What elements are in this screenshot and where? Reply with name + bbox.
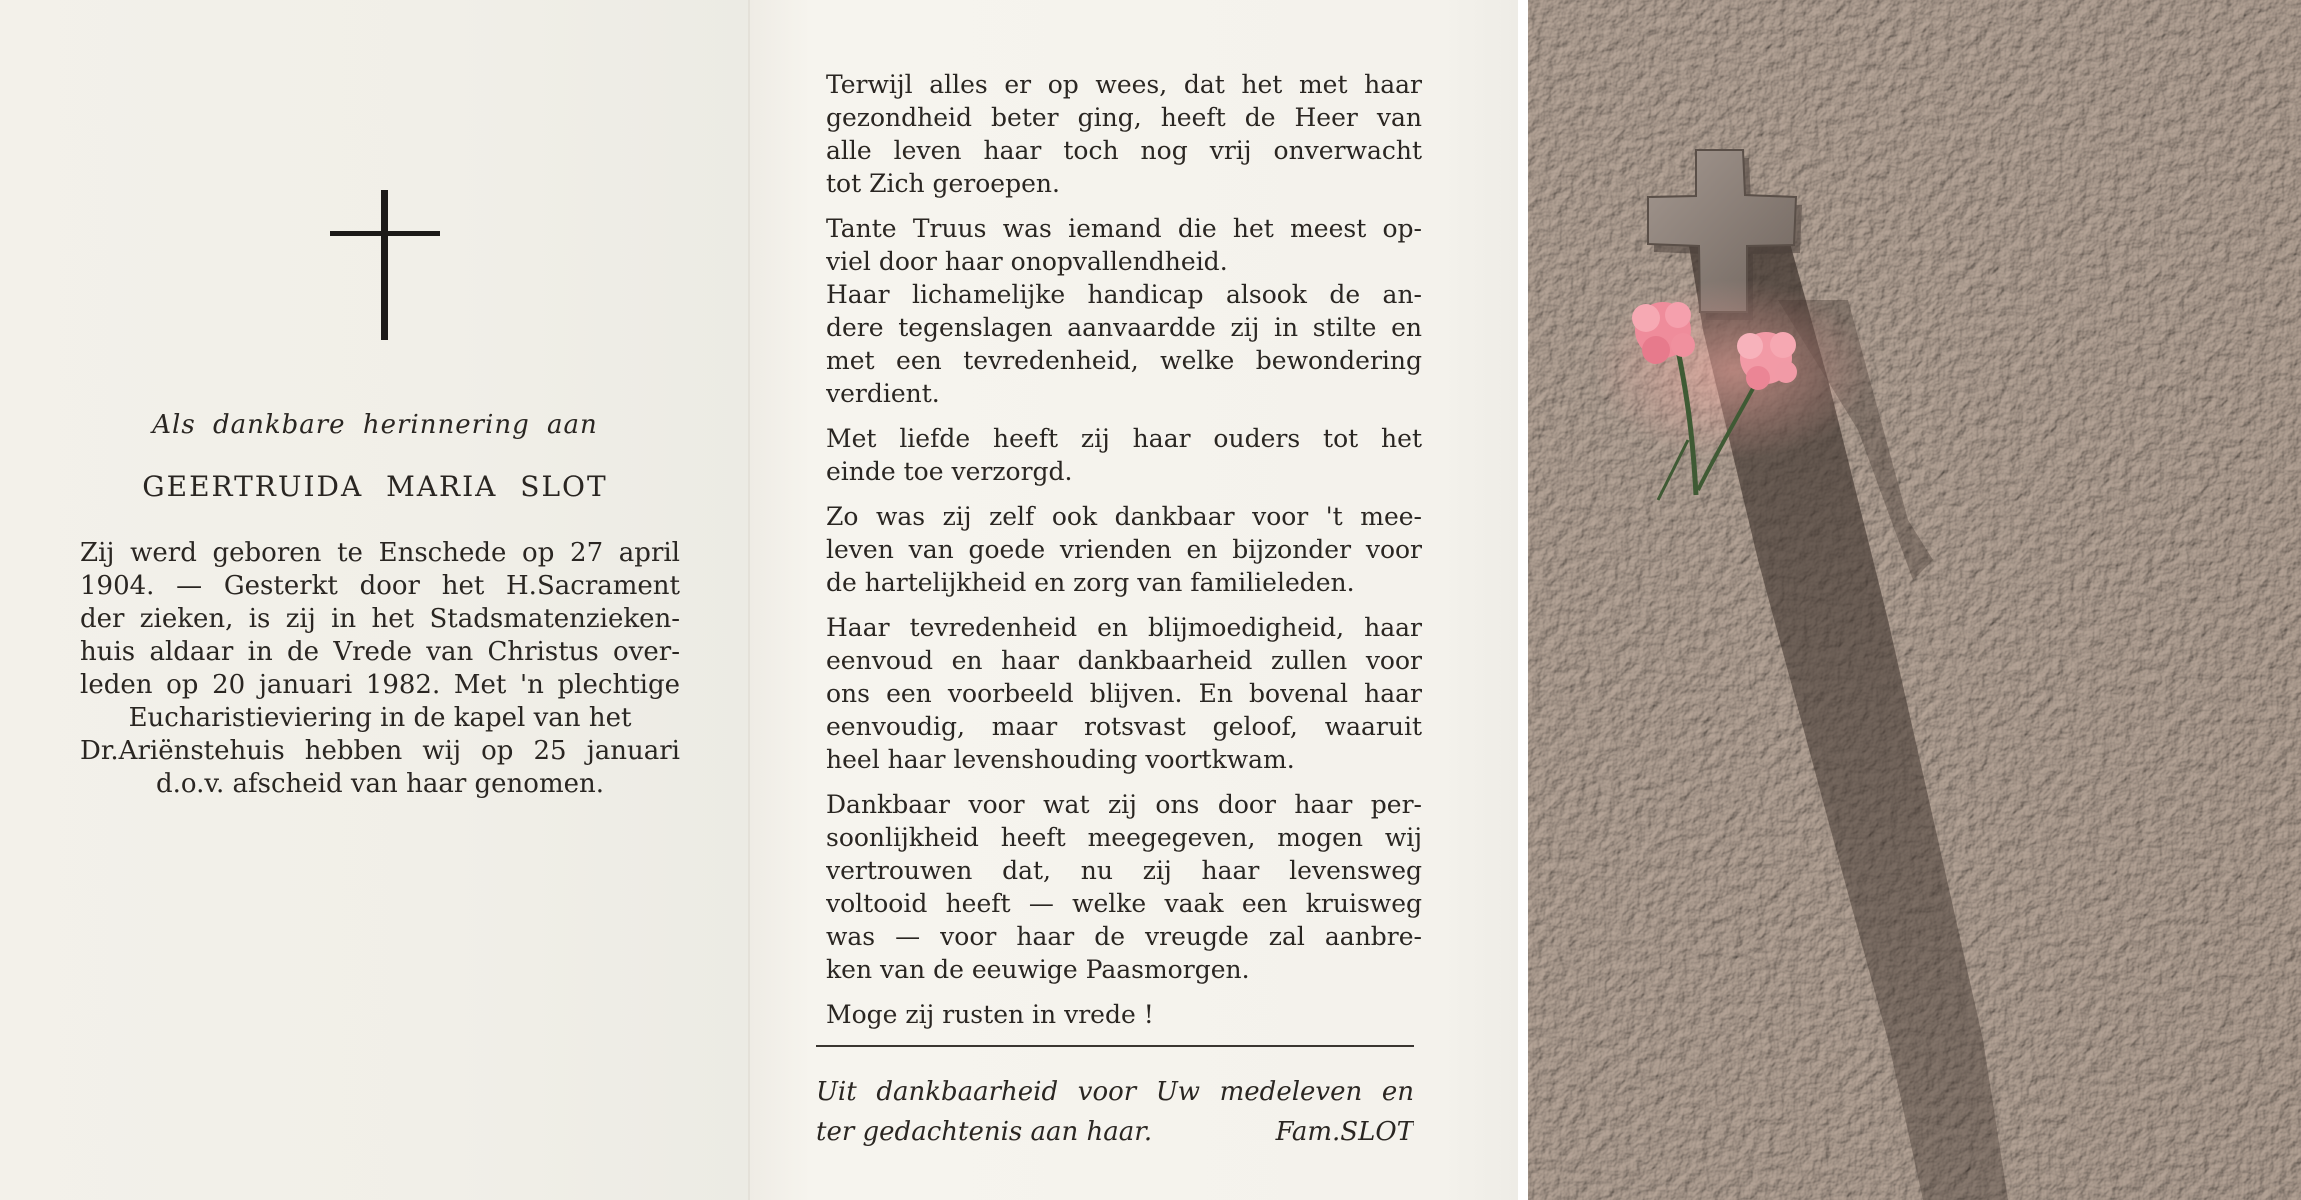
bio-line: Eucharistieviering in de kapel van het <box>128 703 632 733</box>
bio-line: huis aldaar in de Vrede van Christus over- <box>80 637 680 667</box>
paragraph-7 <box>826 998 1422 1031</box>
deceased-name: GEERTRUIDA MARIA SLOT <box>142 470 608 503</box>
text-line: Met liefde heeft zij haar ouders tot het <box>826 424 1422 453</box>
divider-line <box>816 1045 1414 1047</box>
intro-line: Als dankbare herinnering aan <box>152 410 598 440</box>
memorial-photo <box>1528 0 2301 1200</box>
bio-line: 1904. — Gesterkt door het H.Sacrament <box>80 571 680 601</box>
text-line: tot Zich geroepen. <box>826 169 1060 198</box>
text-line: was — voor haar de vreugde zal aanbre- <box>826 922 1422 951</box>
memorial-text <box>826 68 1422 1043</box>
thanks-line: ter gedachtenis aan haar. <box>816 1117 1153 1147</box>
paragraph-6 <box>826 788 1422 986</box>
text-line: de hartelijkheid en zorg van familieleden. <box>826 568 1355 597</box>
text-line: voltooid heeft — welke vaak een kruisweg <box>826 889 1422 918</box>
text-line: Terwijl alles er op wees, dat het met haar <box>826 70 1422 99</box>
biography <box>80 537 680 801</box>
bio-line: d.o.v. afscheid van haar genomen. <box>155 769 604 799</box>
photo-illustration <box>1528 0 2301 1200</box>
signature: Fam.SLOT <box>1275 1117 1414 1147</box>
text-line: einde toe verzorgd. <box>826 457 1073 486</box>
flower-glow <box>1593 280 1873 460</box>
text-line: ken van de eeuwige Paasmorgen. <box>826 955 1250 984</box>
paragraph-3 <box>826 422 1422 488</box>
text-line: leven van goede vrienden en bijzonder voor <box>826 535 1422 564</box>
text-line: eenvoud en haar dankbaarheid zullen voor <box>826 646 1422 675</box>
text-line: ons een voorbeeld blijven. En bovenal haar <box>826 679 1422 708</box>
text-line: viel door haar onopvallendheid. <box>826 247 1228 276</box>
text-line: alle leven haar toch nog vrij onverwacht <box>826 136 1422 165</box>
bio-line: leden op 20 januari 1982. Met 'n plechtige <box>80 670 680 700</box>
paragraph-2 <box>826 212 1422 410</box>
text-line: Haar tevredenheid en blijmoedigheid, haar <box>826 613 1422 642</box>
text-line: Dankbaar voor wat zij ons door haar per- <box>826 790 1422 819</box>
bio-line: Zij werd geboren te Enschede op 27 april <box>80 538 680 568</box>
paragraph-5 <box>826 611 1422 776</box>
text-line: dere tegenslagen aanvaardde zij in stilte en <box>826 313 1422 342</box>
paragraph-1 <box>826 68 1422 200</box>
thanks-line: Uit dankbaarheid voor Uw medeleven en <box>816 1077 1414 1107</box>
text-line: soonlijkheid heeft meegegeven, mogen wij <box>826 823 1422 852</box>
bio-line: der zieken, is zij in het Stadsmatenzieken- <box>80 604 680 634</box>
text-line: Moge zij rusten in vrede ! <box>826 1000 1154 1029</box>
text-line: Tante Truus was iemand die het meest op- <box>826 214 1422 243</box>
bio-line: Dr.Ariënstehuis hebben wij op 25 januari <box>80 736 680 766</box>
text-line: Haar lichamelijke handicap alsook de an- <box>826 280 1422 309</box>
text-line: verdient. <box>826 379 940 408</box>
panel-gap <box>1518 0 1528 1200</box>
thanks-signature-row <box>816 1112 1414 1152</box>
text-line: vertrouwen dat, nu zij haar levensweg <box>826 856 1422 885</box>
text-line: heel haar levenshouding voortkwam. <box>826 745 1295 774</box>
thanks-block <box>816 1072 1414 1152</box>
text-line: met een tevredenheid, welke bewondering <box>826 346 1422 375</box>
text-line: Zo was zij zelf ook dankbaar voor 't mee- <box>826 502 1422 531</box>
paragraph-4 <box>826 500 1422 599</box>
text-line: gezondheid beter ging, heeft de Heer van <box>826 103 1422 132</box>
card-left-panel <box>0 0 748 1200</box>
cross-icon <box>330 190 440 340</box>
text-line: eenvoudig, maar rotsvast geloof, waaruit <box>826 712 1422 741</box>
